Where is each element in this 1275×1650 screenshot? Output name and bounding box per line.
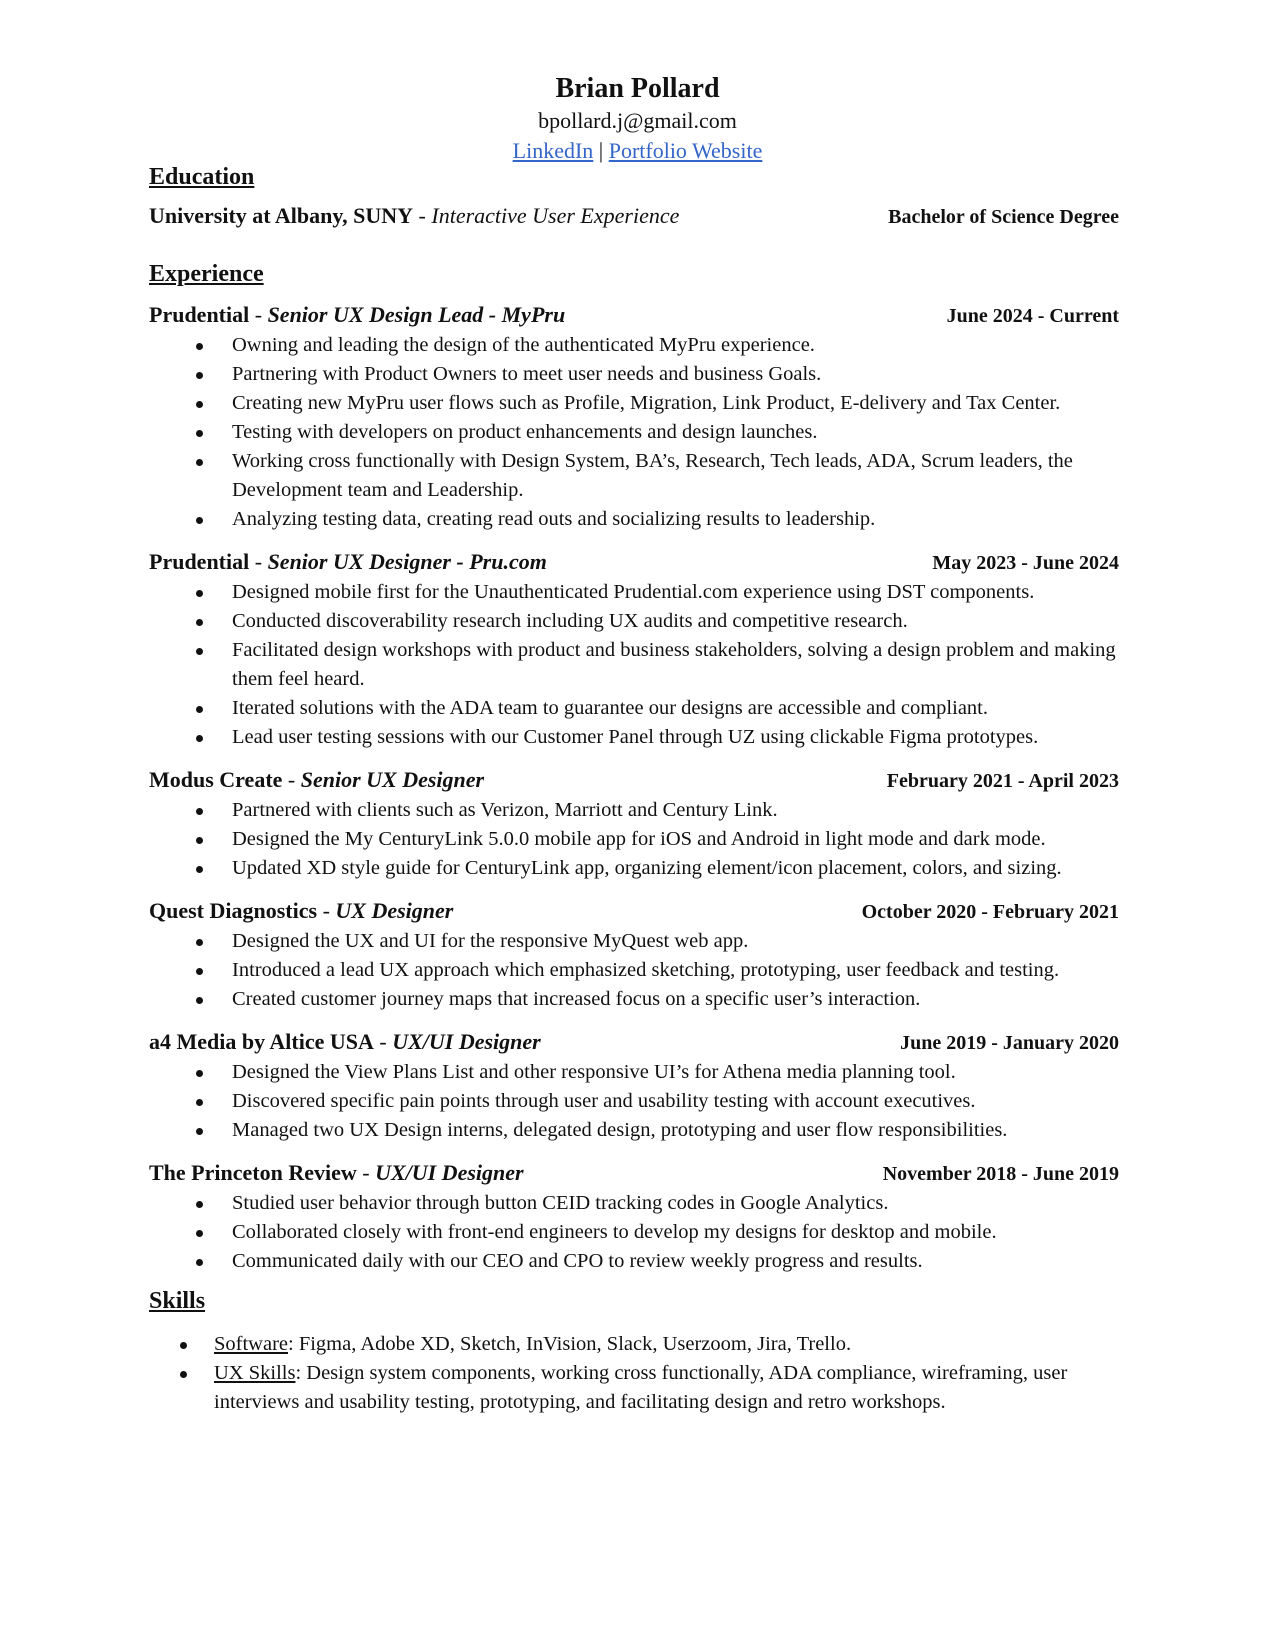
job-bullets xyxy=(149,578,1119,752)
role-dash: - xyxy=(282,767,301,792)
job-header xyxy=(149,1027,1119,1058)
skill-item xyxy=(149,1359,1119,1417)
bullet-item: Creating new MyPru user flows such as Profile, Migration, Link Product, E-delivery and Tax Center. xyxy=(149,389,1119,418)
bullet-item: Owning and leading the design of the authenticated MyPru experience. xyxy=(149,331,1119,360)
education-section xyxy=(149,162,1119,232)
skills-section xyxy=(149,1286,1119,1417)
job-bullets xyxy=(149,927,1119,1014)
job-dates: February 2021 - April 2023 xyxy=(886,770,1119,792)
job-dates: June 2024 - Current xyxy=(946,305,1119,327)
skill-description: : Figma, Adobe XD, Sketch, InVision, Slack, Userzoom, Jira, Trello. xyxy=(288,1333,852,1355)
role-dash: - xyxy=(249,549,268,574)
bullet-item: Analyzing testing data, creating read outs and socializing results to leadership. xyxy=(149,505,1119,534)
job-bullets xyxy=(149,796,1119,883)
education-row xyxy=(149,201,1119,232)
bullet-item: Testing with developers on product enhancements and design launches. xyxy=(149,418,1119,447)
company-name: Quest Diagnostics xyxy=(149,898,318,923)
link-separator: | xyxy=(598,138,604,163)
job-header xyxy=(149,765,1119,796)
job-entry xyxy=(149,765,1119,883)
company-name: a4 Media by Altice USA xyxy=(149,1029,374,1054)
skill-item xyxy=(149,1330,1119,1359)
bullet-item: Designed the UX and UI for the responsive MyQuest web app. xyxy=(149,927,1119,956)
job-header xyxy=(149,300,1119,331)
skill-description: : Design system components, working cross functionally, ADA compliance, wireframing, user interviews and usability testing, prototyping, and facilitating design and retro workshops. xyxy=(214,1362,1068,1413)
bullet-item: Working cross functionally with Design System, BA’s, Research, Tech leads, ADA, Scrum leaders, the Development team and Leadership. xyxy=(149,447,1119,505)
job-title: UX/UI Designer xyxy=(392,1029,541,1054)
job-bullets xyxy=(149,331,1119,534)
portfolio-link[interactable]: Portfolio Website xyxy=(608,138,763,163)
bullet-item: Iterated solutions with the ADA team to guarantee our designs are accessible and compliant. xyxy=(149,694,1119,723)
bullet-item: Managed two UX Design interns, delegated design, prototyping and user flow responsibilities. xyxy=(149,1116,1119,1145)
bullet-item: Conducted discoverability research including UX audits and competitive research. xyxy=(149,607,1119,636)
role-dash: - xyxy=(373,1029,393,1054)
skills-heading: Skills xyxy=(149,1288,206,1314)
linkedin-link[interactable]: LinkedIn xyxy=(512,138,594,163)
job-header xyxy=(149,1158,1119,1189)
job-entry xyxy=(149,300,1119,534)
experience-section xyxy=(149,259,1119,1289)
candidate-name: Brian Pollard xyxy=(555,73,720,104)
skills-list xyxy=(149,1330,1119,1417)
experience-heading: Experience xyxy=(149,261,264,287)
bullet-item: Designed the My CenturyLink 5.0.0 mobile app for iOS and Android in light mode and dark mode. xyxy=(149,825,1119,854)
job-entry xyxy=(149,547,1119,752)
resume-header xyxy=(0,72,1275,166)
job-entry xyxy=(149,1158,1119,1276)
job-header xyxy=(149,896,1119,927)
degree: Bachelor of Science Degree xyxy=(888,206,1119,228)
company-name: Prudential xyxy=(149,302,250,327)
job-bullets xyxy=(149,1189,1119,1276)
education-dash: - xyxy=(413,203,432,228)
school-name: University at Albany, SUNY xyxy=(149,203,414,228)
job-title: Senior UX Designer - Pru.com xyxy=(267,549,547,574)
bullet-item: Partnering with Product Owners to meet user needs and business Goals. xyxy=(149,360,1119,389)
job-bullets xyxy=(149,1058,1119,1145)
job-title: Senior UX Designer xyxy=(300,767,485,792)
role-dash: - xyxy=(317,898,336,923)
bullet-item: Studied user behavior through button CEID tracking codes in Google Analytics. xyxy=(149,1189,1119,1218)
company-name: Modus Create xyxy=(149,767,283,792)
job-title: UX Designer xyxy=(335,898,454,923)
bullet-item: Facilitated design workshops with product and business stakeholders, solving a design problem and making them feel heard. xyxy=(149,636,1119,694)
school-major: Interactive User Experience xyxy=(431,203,680,228)
bullet-item: Collaborated closely with front-end engineers to develop my designs for desktop and mobile. xyxy=(149,1218,1119,1247)
skill-category: UX Skills xyxy=(214,1362,296,1384)
job-entry xyxy=(149,896,1119,1014)
skill-category: Software xyxy=(214,1333,289,1355)
job-title: UX/UI Designer xyxy=(375,1160,524,1185)
bullet-item: Created customer journey maps that increased focus on a specific user’s interaction. xyxy=(149,985,1119,1014)
bullet-item: Lead user testing sessions with our Customer Panel through UZ using clickable Figma prototypes. xyxy=(149,723,1119,752)
job-dates: October 2020 - February 2021 xyxy=(861,901,1119,923)
job-dates: June 2019 - January 2020 xyxy=(900,1032,1119,1054)
education-heading: Education xyxy=(149,164,255,190)
job-dates: November 2018 - June 2019 xyxy=(882,1163,1119,1185)
role-dash: - xyxy=(356,1160,376,1185)
job-header xyxy=(149,547,1119,578)
bullet-item: Discovered specific pain points through user and usability testing with account executives. xyxy=(149,1087,1119,1116)
bullet-item: Updated XD style guide for CenturyLink app, organizing element/icon placement, colors, and sizing. xyxy=(149,854,1119,883)
company-name: The Princeton Review xyxy=(149,1160,357,1185)
candidate-email: bpollard.j@gmail.com xyxy=(538,108,737,133)
job-title: Senior UX Design Lead - MyPru xyxy=(267,302,566,327)
job-entry xyxy=(149,1027,1119,1145)
bullet-item: Partnered with clients such as Verizon, Marriott and Century Link. xyxy=(149,796,1119,825)
job-list xyxy=(149,300,1119,1276)
company-name: Prudential xyxy=(149,549,250,574)
bullet-item: Introduced a lead UX approach which emphasized sketching, prototyping, user feedback and testing. xyxy=(149,956,1119,985)
role-dash: - xyxy=(249,302,268,327)
bullet-item: Designed the View Plans List and other responsive UI’s for Athena media planning tool. xyxy=(149,1058,1119,1087)
job-dates: May 2023 - June 2024 xyxy=(932,552,1119,574)
bullet-item: Communicated daily with our CEO and CPO to review weekly progress and results. xyxy=(149,1247,1119,1276)
bullet-item: Designed mobile first for the Unauthenticated Prudential.com experience using DST components. xyxy=(149,578,1119,607)
